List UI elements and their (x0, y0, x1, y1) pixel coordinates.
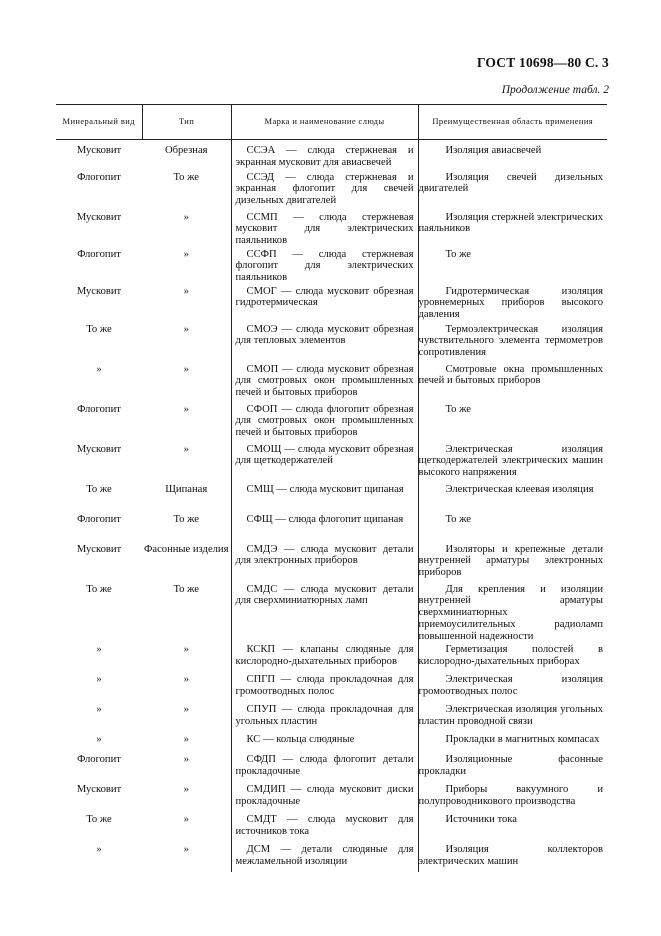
cell-grade (231, 812, 418, 842)
cell-application-text: Электрическая клеевая изоляция (445, 483, 594, 495)
cell-mineral (56, 170, 142, 210)
cell-application-text: Изоляция стержней электрических паяльников (418, 211, 603, 235)
cell-application-text: Электрическая изоляция щеткодержателей электрических машин высокого напряжения (418, 443, 603, 479)
table-row (56, 642, 607, 672)
cell-application (418, 170, 607, 210)
cell-type-text: Щипаная (165, 483, 208, 495)
cell-grade-text: КСКП — клапаны слюдяные для кислородно-дыхательных приборов (235, 644, 414, 667)
cell-grade-text: ССФП — слюда стержневая флогопит для электрических паяльников (235, 248, 414, 284)
cell-type (142, 782, 231, 812)
cell-application-text: Изоляция свечей дизельных двигателей (418, 171, 603, 195)
column-header-type: Тип (142, 105, 231, 140)
cell-application-text: То же (445, 248, 472, 260)
cell-mineral-text: Мусковит (76, 285, 122, 297)
table-header-row (56, 105, 607, 140)
cell-grade (231, 170, 418, 210)
cell-mineral-text: Мусковит (76, 784, 122, 796)
cell-type (142, 442, 231, 482)
cell-grade-text: СПГП — слюда прокладочная для громоотводных полос (235, 674, 414, 697)
cell-grade-text: СМОЩ — слюда мусковит обрезная для щеткодержателей (235, 443, 414, 467)
cell-application-text: Для крепления и изоляции внутренней арматуры сверхминиатюрных приемоусилительных радиоламп повышенной надежности (418, 583, 603, 642)
cell-type-text: Обрезная (164, 145, 208, 156)
cell-mineral-text: Флогопит (77, 513, 121, 525)
cell-type-text: » (183, 443, 189, 455)
cell-mineral (56, 442, 142, 482)
cell-mineral (56, 362, 142, 402)
cell-type (142, 362, 231, 402)
cell-type (142, 512, 231, 542)
cell-mineral (56, 812, 142, 842)
cell-application (418, 812, 607, 842)
cell-type (142, 582, 231, 643)
cell-grade-text: СМДИП — слюда мусковит диски прокладочные (235, 784, 414, 807)
cell-mineral (56, 672, 142, 702)
table-row (56, 140, 607, 170)
cell-application-text: То же (445, 403, 472, 415)
table-row (56, 442, 607, 482)
cell-application (418, 284, 607, 322)
cell-mineral (56, 402, 142, 442)
cell-mineral (56, 752, 142, 782)
cell-type (142, 210, 231, 247)
cell-grade (231, 322, 418, 362)
cell-grade-text: СФОП — слюда флогопит обрезная для смотровых окон промышленных печей и бытовых приборов (235, 403, 414, 439)
cell-type-text: » (183, 363, 189, 375)
cell-application-text: Изоляционные фасонные прокладки (418, 754, 603, 777)
cell-type (142, 842, 231, 872)
cell-grade (231, 732, 418, 752)
cell-mineral (56, 542, 142, 582)
cell-grade (231, 284, 418, 322)
table-row (56, 732, 607, 752)
cell-mineral (56, 210, 142, 247)
cell-grade (231, 752, 418, 782)
cell-application-text: Изоляция коллекторов электрических машин (418, 844, 603, 867)
cell-application (418, 482, 607, 512)
cell-grade (231, 582, 418, 643)
cell-mineral (56, 782, 142, 812)
cell-grade (231, 442, 418, 482)
cell-mineral (56, 140, 142, 170)
cell-type (142, 247, 231, 284)
cell-mineral-text: » (96, 644, 102, 656)
table-row (56, 812, 607, 842)
cell-mineral (56, 582, 142, 643)
cell-type (142, 642, 231, 672)
cell-grade-text: СПУП — слюда прокладочная для угольных пластин (235, 704, 414, 727)
column-header-grade: Марка и наименование слюды (231, 105, 418, 140)
table-row (56, 752, 607, 782)
cell-application (418, 512, 607, 542)
cell-mineral-text: Флогопит (77, 248, 121, 260)
cell-grade (231, 362, 418, 402)
cell-grade-text: СМЩ — слюда мусковит щипаная (246, 483, 404, 495)
cell-grade (231, 402, 418, 442)
cell-type-text: » (183, 644, 189, 656)
cell-mineral-text: То же (86, 323, 112, 335)
cell-type-text: » (183, 403, 189, 415)
cell-application (418, 752, 607, 782)
cell-grade-text: КС — кольца слюдяные (246, 734, 355, 746)
cell-type-text: » (183, 285, 189, 297)
cell-grade (231, 482, 418, 512)
table-row (56, 842, 607, 872)
cell-type (142, 752, 231, 782)
cell-grade (231, 210, 418, 247)
cell-application-text: Прокладки в магнитных компасах (445, 734, 600, 746)
cell-grade (231, 702, 418, 732)
table-row (56, 402, 607, 442)
cell-application-text: Смотровые окна промышленных печей и бытовых приборов (418, 363, 603, 387)
cell-mineral (56, 702, 142, 732)
cell-type-text: » (183, 734, 189, 746)
cell-grade-text: СМДС — слюда мусковит детали для сверхминиатюрных ламп (235, 583, 414, 607)
table-body (56, 140, 607, 873)
cell-application-text: Приборы вакуумного и полупроводникового производства (418, 784, 603, 807)
cell-application-text: Электрическая изоляция громоотводных полос (418, 674, 603, 697)
cell-type (142, 284, 231, 322)
cell-type-text: » (183, 814, 189, 826)
cell-application (418, 842, 607, 872)
cell-application-text: Герметизация полостей в кислородно-дыхательных приборах (418, 644, 603, 667)
cell-application (418, 210, 607, 247)
cell-grade-text: ДСМ — детали слюдяные для межламельной изоляции (235, 844, 414, 867)
table-row (56, 512, 607, 542)
cell-application-text: Термоэлектрическая изоляция чувствительного элемента термометров сопротивления (418, 323, 603, 359)
cell-mineral (56, 842, 142, 872)
cell-grade-text: СМДЭ — слюда мусковит детали для электронных приборов (235, 543, 414, 567)
cell-mineral-text: То же (86, 814, 112, 826)
cell-mineral-text: Флогопит (77, 171, 121, 183)
table-row (56, 210, 607, 247)
cell-type-text: То же (173, 171, 199, 183)
cell-type (142, 812, 231, 842)
cell-grade-text: ССЭА — слюда стержневая и экранная мусковит для авиасвечей (235, 145, 414, 168)
cell-type (142, 402, 231, 442)
cell-grade (231, 672, 418, 702)
table-row (56, 672, 607, 702)
cell-application (418, 402, 607, 442)
cell-grade (231, 512, 418, 542)
table-row (56, 542, 607, 582)
cell-application-text: Электрическая изоляция угольных пластин проводной связи (418, 704, 603, 727)
cell-mineral-text: Флогопит (77, 403, 121, 415)
cell-grade (231, 247, 418, 284)
cell-grade-text: СМОГ — слюда мусковит обрезная гидротермическая (235, 285, 414, 309)
cell-mineral (56, 322, 142, 362)
page-header: ГОСТ 10698—80 С. 3 (476, 55, 609, 70)
cell-mineral-text: Мусковит (76, 443, 122, 455)
cell-type-text: Фасонные изделия (144, 543, 229, 555)
cell-mineral-text: » (96, 844, 102, 856)
cell-mineral (56, 732, 142, 752)
cell-application-text: То же (445, 513, 472, 525)
cell-application-text: Источники тока (445, 814, 517, 826)
table-row (56, 362, 607, 402)
cell-mineral-text: То же (86, 583, 112, 595)
cell-mineral-text: » (96, 704, 102, 716)
mica-grades-table (56, 104, 607, 872)
cell-mineral (56, 512, 142, 542)
column-header-application: Преимущественная область применения (418, 105, 607, 140)
cell-application (418, 672, 607, 702)
table-row (56, 582, 607, 643)
cell-mineral-text: Флогопит (77, 754, 121, 766)
cell-mineral-text: » (96, 674, 102, 686)
cell-application (418, 642, 607, 672)
cell-type (142, 482, 231, 512)
cell-grade-text: ССМП — слюда стержневая мусковит для электрических паяльников (235, 211, 414, 246)
cell-application (418, 247, 607, 284)
cell-type (142, 542, 231, 582)
cell-mineral-text: » (96, 734, 102, 746)
cell-mineral-text: Мусковит (76, 543, 122, 555)
cell-grade (231, 642, 418, 672)
cell-mineral-text: Мусковит (76, 211, 122, 223)
cell-mineral (56, 284, 142, 322)
cell-application (418, 362, 607, 402)
cell-grade-text: СФЩ — слюда флогопит щипаная (246, 513, 404, 525)
cell-type-text: » (183, 784, 189, 796)
cell-type-text: То же (173, 583, 199, 595)
cell-application (418, 322, 607, 362)
cell-application (418, 542, 607, 582)
cell-type (142, 170, 231, 210)
cell-type-text: » (183, 844, 189, 856)
cell-type (142, 732, 231, 752)
cell-type (142, 322, 231, 362)
cell-grade (231, 842, 418, 872)
cell-application-text: Изоляция авиасвечей (445, 145, 542, 156)
cell-grade (231, 542, 418, 582)
cell-application (418, 582, 607, 643)
cell-type-text: » (183, 323, 189, 335)
cell-type-text: » (183, 704, 189, 716)
cell-grade-text: ССЭД — слюда стержневая и экранная флогопит для свечей дизельных двигателей (235, 171, 414, 206)
cell-application (418, 782, 607, 812)
cell-mineral-text: Мусковит (76, 145, 122, 156)
cell-type-text: » (183, 248, 189, 260)
cell-type (142, 702, 231, 732)
cell-mineral (56, 482, 142, 512)
table-row (56, 782, 607, 812)
table-row (56, 322, 607, 362)
cell-application (418, 702, 607, 732)
cell-mineral-text: » (96, 363, 102, 375)
cell-type (142, 672, 231, 702)
table-row (56, 170, 607, 210)
cell-grade (231, 140, 418, 170)
cell-application (418, 140, 607, 170)
table-row (56, 284, 607, 322)
table-row (56, 247, 607, 284)
cell-type-text: » (183, 674, 189, 686)
cell-application (418, 442, 607, 482)
cell-grade (231, 782, 418, 812)
table-row (56, 482, 607, 512)
cell-mineral-text: То же (86, 483, 112, 495)
cell-type-text: » (183, 754, 189, 766)
cell-grade-text: СМОП — слюда мусковит обрезная для смотровых окон промышленных печей и бытовых приборов (235, 363, 414, 399)
cell-mineral (56, 247, 142, 284)
cell-type (142, 140, 231, 170)
table-continuation-note: Продолжение табл. 2 (501, 84, 609, 96)
cell-grade-text: СМДТ — слюда мусковит для источников тока (235, 814, 414, 837)
cell-type-text: То же (173, 513, 199, 525)
column-header-mineral: Минеральный вид (56, 105, 142, 140)
cell-type-text: » (183, 211, 189, 223)
cell-grade-text: СМОЭ — слюда мусковит обрезная для тепловых элементов (235, 323, 414, 347)
cell-mineral (56, 642, 142, 672)
cell-application (418, 732, 607, 752)
cell-application-text: Гидротермическая изоляция уровнемерных приборов высокого давления (418, 285, 603, 321)
cell-grade-text: СФДП — слюда флогопит детали прокладочные (235, 754, 414, 777)
table-row (56, 702, 607, 732)
cell-application-text: Изоляторы и крепежные детали внутренней арматуры электронных приборов (418, 543, 603, 579)
